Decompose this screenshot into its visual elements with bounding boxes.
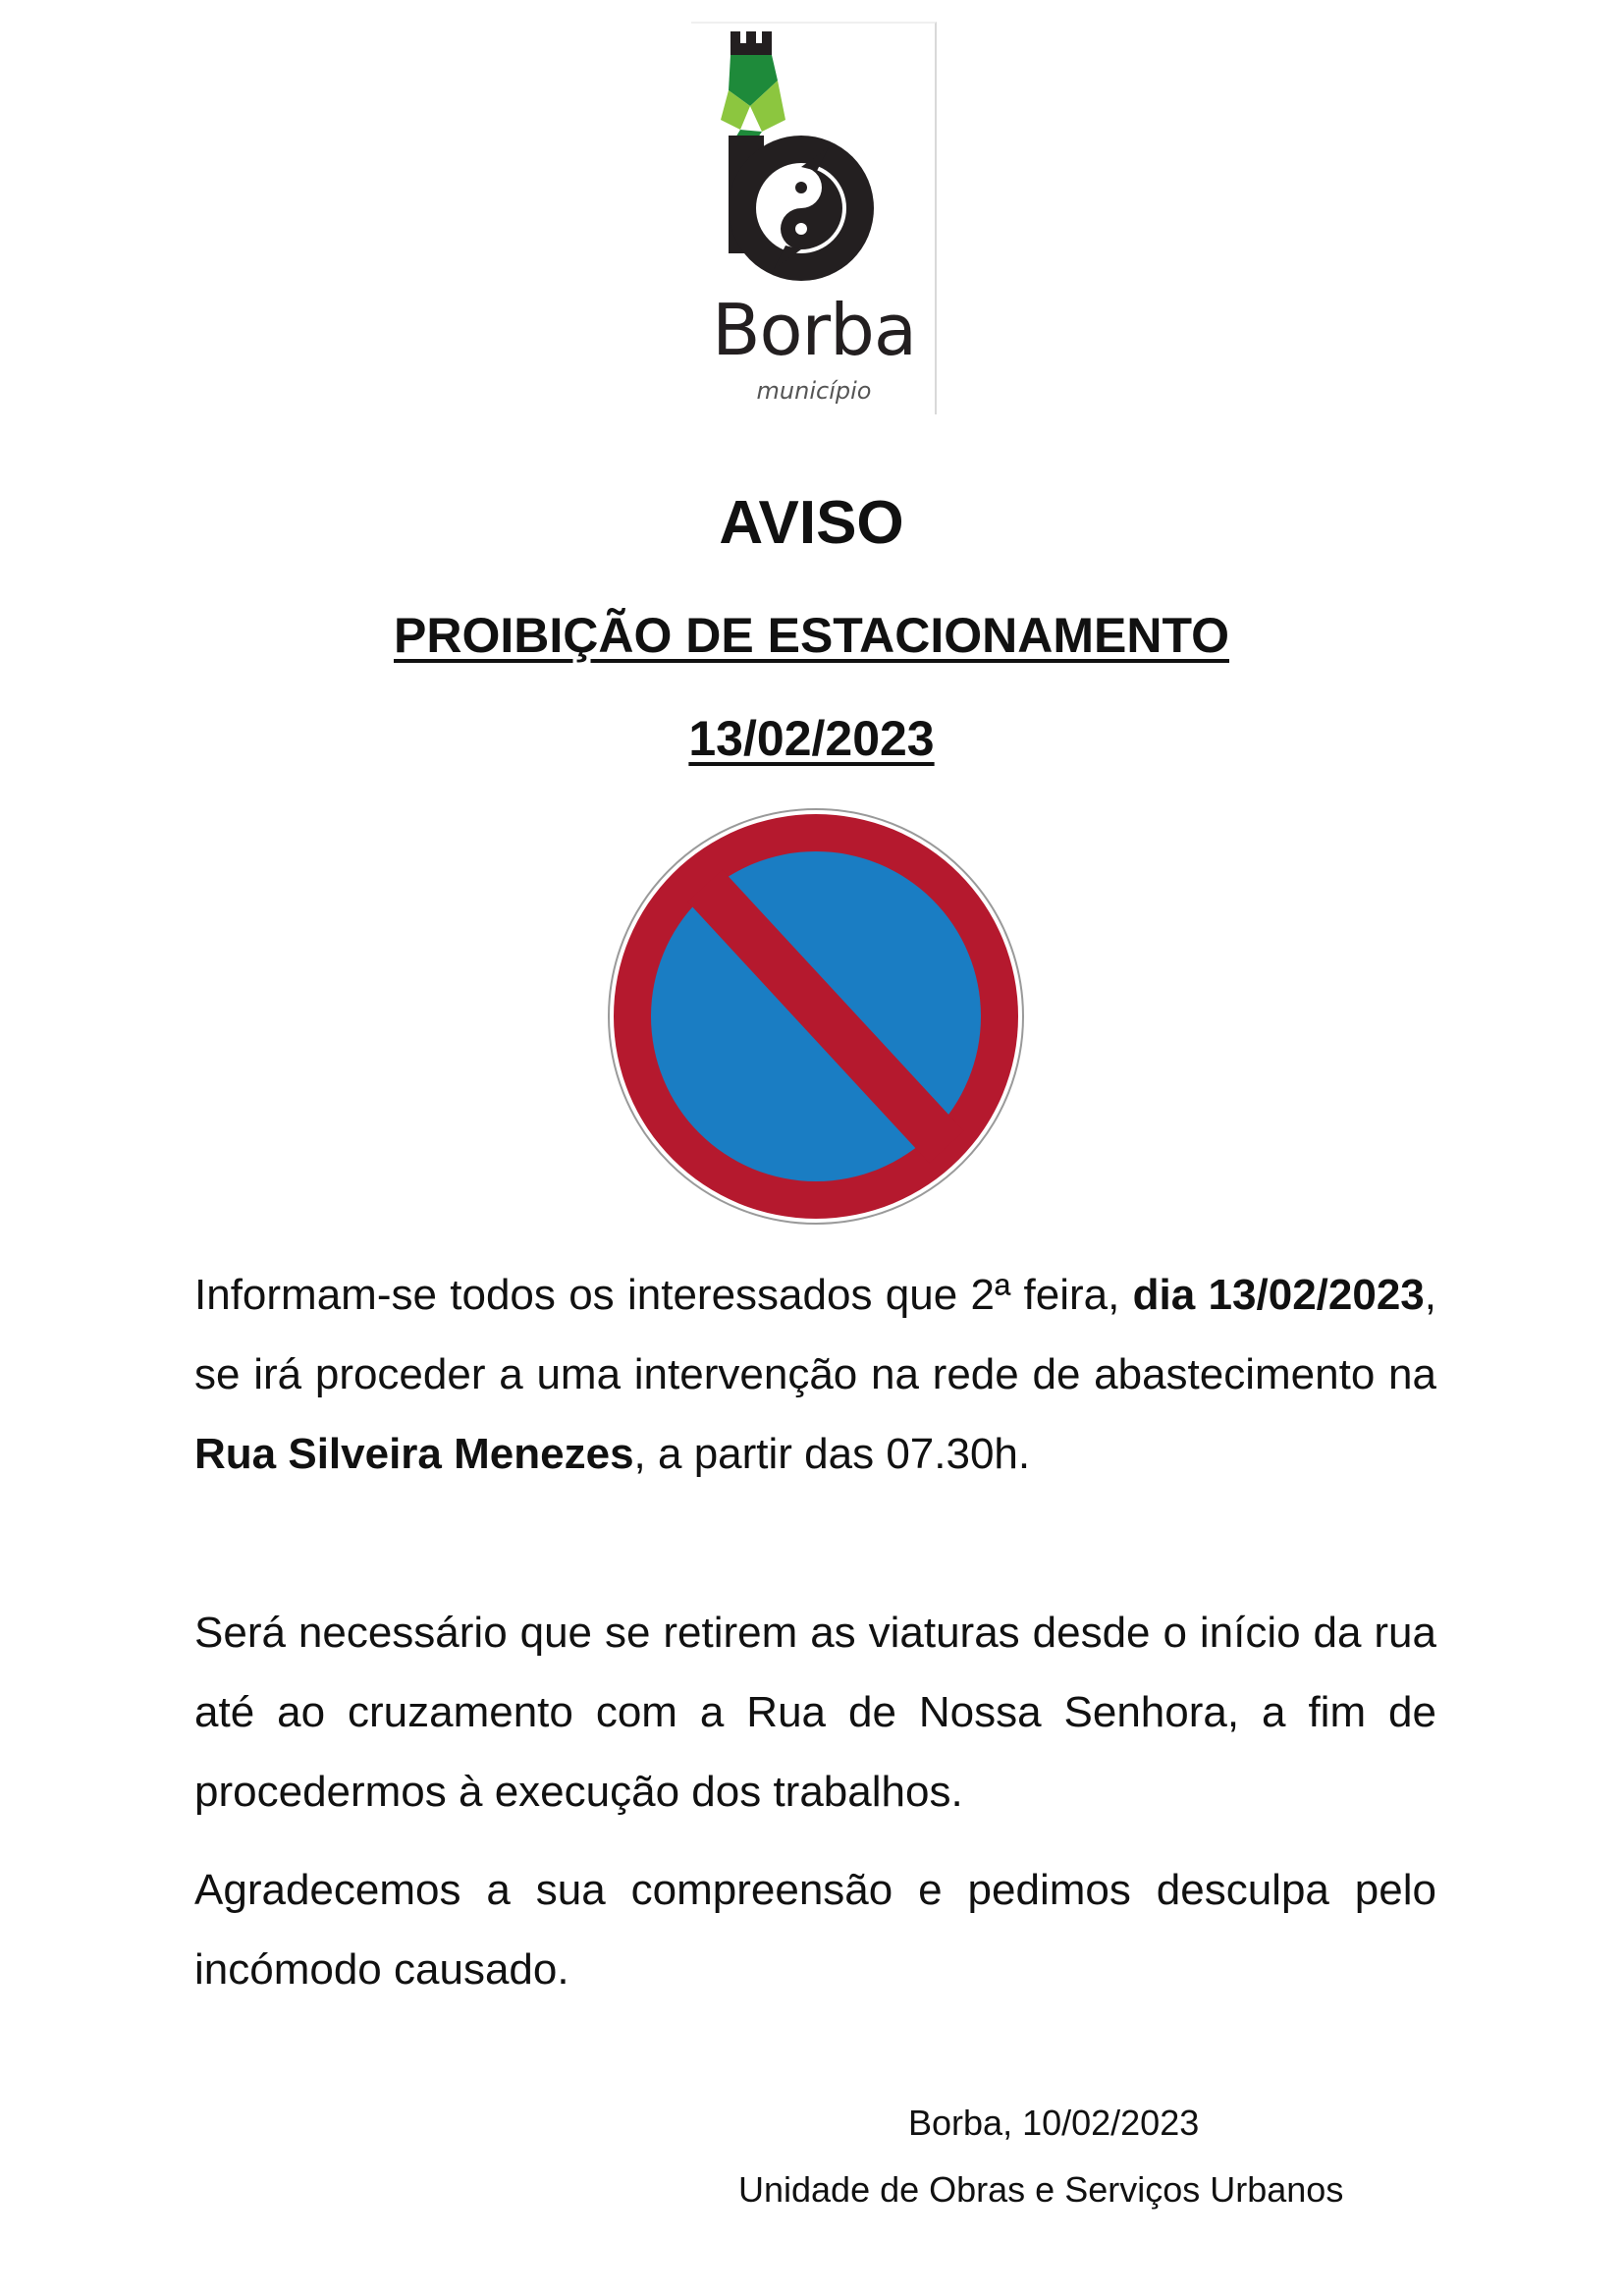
notice-date: 13/02/2023 <box>688 711 935 766</box>
no-parking-sign-icon <box>607 807 1025 1226</box>
logo-wordmark: Borba <box>712 289 916 371</box>
borba-emblem-icon <box>691 22 937 306</box>
p1-text-3: , a partir das 07.30h. <box>633 1430 1031 1478</box>
borba-logo <box>691 22 937 414</box>
logo-subtitle: município <box>756 377 872 405</box>
p1-text-2: , se irá proceder a uma intervenção na rede de abastecimento na <box>194 1271 1436 1398</box>
body-paragraph-2: Será necessário que se retirem as viaturas desde o início da rua até ao cruzamento com a Rua de Nossa Senhora, a fim de procedermos à execução dos trabalhos. <box>194 1609 1436 1816</box>
p1-bold-street: Rua Silveira Menezes <box>194 1430 634 1478</box>
body-paragraph-3: Agradecemos a sua compreensão e pedimos desculpa pelo incómodo causado. <box>194 1866 1436 1994</box>
body-paragraph-1 <box>194 1255 1436 1494</box>
signature-unit: Unidade de Obras e Serviços Urbanos <box>738 2169 1344 2210</box>
p1-text-1: Informam-se todos os interessados que 2ª feira, <box>194 1271 1133 1319</box>
notice-title: PROIBIÇÃO DE ESTACIONAMENTO <box>394 608 1229 663</box>
p1-bold-date: dia 13/02/2023 <box>1132 1271 1425 1319</box>
signature-place-date: Borba, 10/02/2023 <box>908 2103 1200 2143</box>
notice-heading: AVISO <box>719 489 904 557</box>
